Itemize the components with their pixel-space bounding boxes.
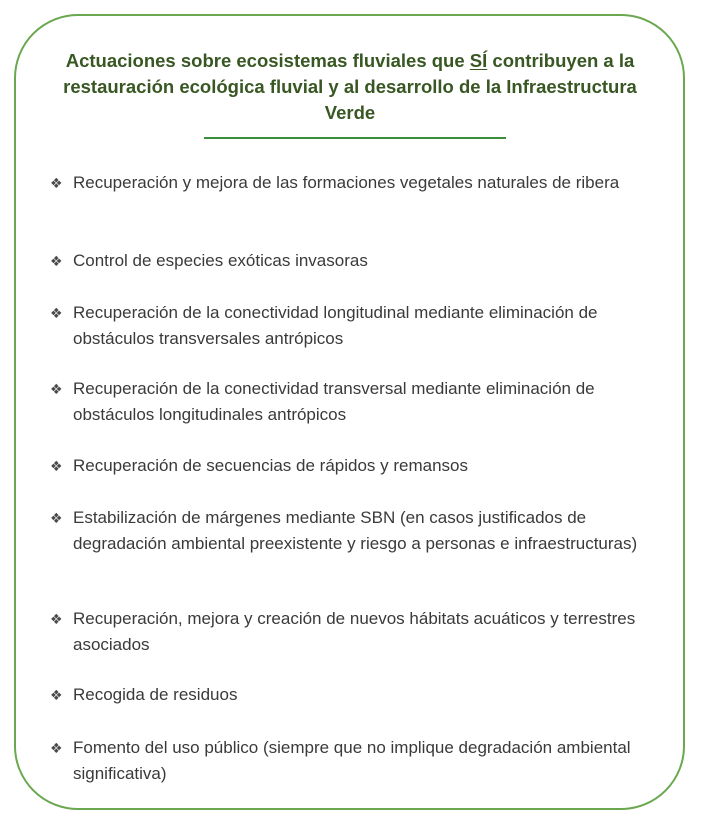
list-item (50, 682, 675, 708)
list-item (50, 376, 675, 428)
diamond-four-icon: ❖ (50, 510, 63, 526)
diamond-four-icon: ❖ (50, 740, 63, 756)
title-underline-rule (204, 137, 506, 139)
list-item-text: Fomento del uso público (siempre que no implique degradación ambiental significativa) (73, 738, 631, 783)
list-item-text: Recuperación de la conectividad transversal mediante eliminación de obstáculos longitudinales antrópicos (73, 379, 595, 424)
list-item-text: Control de especies exóticas invasoras (73, 251, 368, 270)
list-item (50, 453, 675, 479)
diamond-four-icon: ❖ (50, 611, 63, 627)
list-item-text: Recuperación y mejora de las formaciones vegetales naturales de ribera (73, 173, 620, 192)
title-text-after: contribuyen a la restauración ecológica fluvial y al desarrollo de la Infraestructura Verde (63, 50, 637, 123)
list-item (50, 300, 675, 352)
card-title (40, 48, 660, 126)
list-item (50, 170, 675, 196)
list-item (50, 606, 675, 658)
list-item-text: Recogida de residuos (73, 685, 238, 704)
list-item (50, 735, 675, 787)
diamond-four-icon: ❖ (50, 458, 63, 474)
title-emphasis: SÍ (469, 50, 488, 71)
diamond-four-icon: ❖ (50, 253, 63, 269)
list-item (50, 505, 675, 557)
diamond-four-icon: ❖ (50, 305, 63, 321)
list-item-text: Recuperación de secuencias de rápidos y remansos (73, 456, 469, 475)
title-text-before: Actuaciones sobre ecosistemas fluviales que (65, 50, 470, 71)
list-item-text: Recuperación, mejora y creación de nuevos hábitats acuáticos y terrestres asociados (73, 609, 636, 654)
diamond-four-icon: ❖ (50, 381, 63, 397)
list-item (50, 248, 675, 274)
list-item-text: Estabilización de márgenes mediante SBN (en casos justificados de degradación ambiental preexistente y riesgo a personas e infraestructuras) (73, 508, 638, 553)
diamond-four-icon: ❖ (50, 687, 63, 703)
list-item-text: Recuperación de la conectividad longitudinal mediante eliminación de obstáculos transversales antrópicos (73, 303, 598, 348)
diamond-four-icon: ❖ (50, 175, 63, 191)
